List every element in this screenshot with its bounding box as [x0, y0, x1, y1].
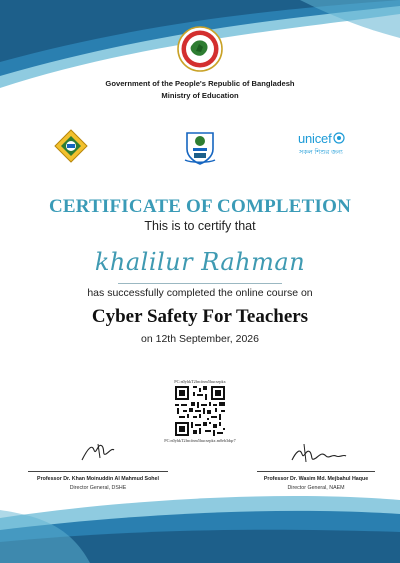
unicef-wordmark	[298, 131, 358, 146]
certify-intro: This is to certify that	[144, 219, 256, 233]
bangladesh-government-seal	[177, 26, 223, 72]
bottom-wave-decoration	[0, 470, 400, 563]
qr-code-caption-top: PC:n0yhkT2fncfnm5hucsepkx	[174, 379, 226, 384]
course-title: Cyber Safety For Teachers	[91, 306, 309, 327]
recipient-name: khalilur Rahman	[94, 248, 306, 276]
naem-emblem	[183, 127, 217, 165]
dshe-emblem	[53, 128, 89, 164]
dshe-signatory-name: Professor Dr. Khan Moinuddin Al Mahmud Sohel	[37, 476, 159, 482]
dshe-signature	[78, 438, 118, 466]
certificate-title: CERTIFICATE OF COMPLETION	[48, 196, 352, 217]
naem-signature	[288, 440, 348, 468]
unicef-tagline: সকল শিশুর জন্য	[299, 149, 343, 156]
naem-signature-line	[257, 471, 375, 472]
unicef-globe-icon	[333, 132, 345, 144]
completion-statement: has successfully completed the online course on	[87, 287, 313, 299]
verification-qr-code[interactable]	[175, 386, 225, 436]
government-heading: Government of the People's Republic of Bangladesh	[105, 79, 295, 88]
naem-signatory-name: Professor Dr. Wasim Md. Mejbahul Haque	[263, 476, 369, 482]
completion-date: on 12th September, 2026	[141, 333, 259, 345]
qr-code-caption-bottom: PC:n0yhkT2fncfnm5hucsepkx.m0eb3dqr7	[164, 438, 236, 443]
dshe-signatory-title: Director General, DSHE	[69, 485, 127, 491]
recipient-underline	[118, 283, 282, 284]
ministry-heading: Ministry of Education	[161, 91, 239, 100]
unicef-logo	[298, 131, 358, 158]
naem-signatory-title: Director General, NAEM	[287, 485, 345, 491]
unicef-name: unicef	[298, 131, 332, 146]
dshe-signature-line	[28, 471, 168, 472]
